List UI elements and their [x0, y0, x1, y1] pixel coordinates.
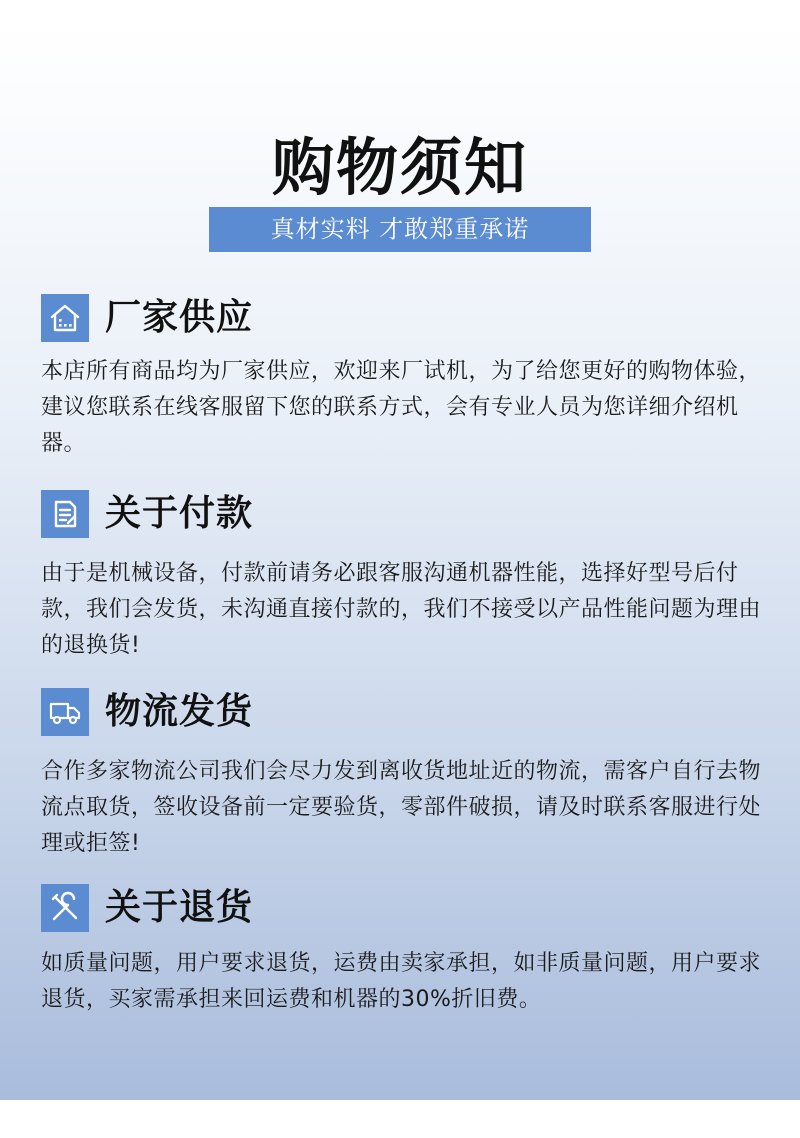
section-body: 如质量问题，用户要求退货，运费由卖家承担，如非质量问题，用户要求退货，买家需承担来回运费和机器的30%折旧费。: [41, 951, 762, 1012]
subtitle-banner: 真材实料 才敢郑重承诺: [209, 207, 591, 252]
section-title: 厂家供应: [105, 297, 254, 338]
section-body: 本店所有商品均为厂家供应，欢迎来厂试机，为了给您更好的购物体验，建议您联系在线客服留下您的联系方式，会有专业人员为您详细介绍机器。: [41, 359, 762, 456]
section-header-factory-supply: [41, 294, 761, 342]
delivery-truck-icon: [41, 688, 89, 736]
factory-building-icon: [41, 294, 89, 342]
section-body: 由于是机械设备，付款前请务必跟客服沟通机器性能，选择好型号后付款，我们会发货，未沟通直接付款的，我们不接受以产品性能问题为理由的退换货!: [41, 561, 762, 658]
wrench-screwdriver-icon: [41, 884, 89, 932]
section-header-returns: [41, 884, 761, 932]
section-title: 物流发货: [105, 691, 254, 732]
section-header-payment: [41, 490, 761, 538]
document-icon: [41, 490, 89, 538]
section-header-logistics: [41, 688, 761, 736]
section-title: 关于付款: [105, 493, 254, 534]
page-title: 购物须知: [271, 131, 528, 204]
section-title: 关于退货: [105, 887, 254, 928]
section-body: 合作多家物流公司我们会尽力发到离收货地址近的物流，需客户自行去物流点取货，签收设备前一定要验货，零部件破损，请及时联系客服进行处理或拒签!: [41, 759, 762, 856]
shopping-notice-page: [0, 24, 800, 1100]
